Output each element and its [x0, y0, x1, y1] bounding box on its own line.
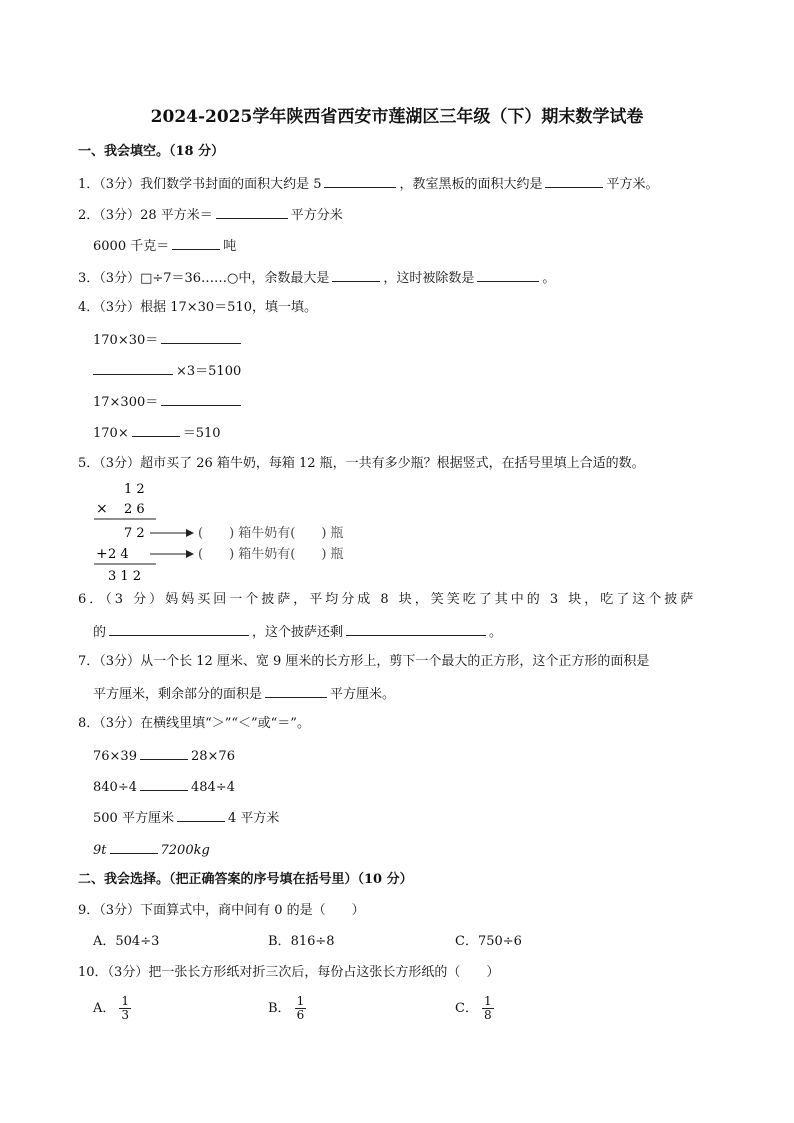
question-number: 4． [78, 300, 100, 315]
option-c[interactable] [455, 933, 522, 951]
question-text: 的 [93, 625, 107, 640]
answer-blank[interactable] [132, 423, 180, 437]
question-text: 平方米。 [606, 177, 659, 192]
answer-blank[interactable] [161, 392, 241, 406]
question-score: （3分） [99, 271, 141, 286]
option-label: C． [455, 1001, 478, 1016]
answer-blank[interactable] [109, 622, 249, 636]
option-c[interactable] [455, 994, 494, 1024]
section-heading-fill-in: 一、我会填空。（18 分） [78, 144, 225, 159]
denominator: 6 [296, 1008, 305, 1022]
expression: 170×30＝ [93, 333, 159, 348]
answer-blank[interactable] [161, 330, 241, 344]
expression: ＝510 [182, 426, 221, 441]
comparison-row [93, 777, 235, 797]
question-2 [78, 205, 343, 225]
question-4-line-2 [93, 361, 241, 381]
section-heading-choice: 二、我会选择。（把正确答案的序号填在括号里）（10 分） [78, 872, 413, 887]
answer-blank[interactable] [110, 840, 158, 854]
question-text: 。 [542, 271, 556, 286]
question-score: （3分） [99, 177, 141, 192]
question-text: 在横线里填“＞”“＜”或“＝”。 [140, 716, 310, 731]
partial-product-2: 2 4 [108, 547, 129, 562]
question-4 [78, 299, 317, 317]
denominator: 8 [483, 1008, 492, 1022]
expression: 4 平方米 [227, 811, 280, 826]
comparison-row [93, 808, 279, 828]
option-label: A． [93, 934, 116, 949]
question-number: 5． [78, 456, 100, 471]
option-a[interactable] [93, 994, 131, 1024]
answer-blank[interactable] [93, 361, 173, 375]
question-text: ，这时被除数是 [383, 271, 475, 286]
expression: 500 平方厘米 [93, 811, 174, 826]
question-text: ，教室黑板的面积大约是 [399, 177, 543, 192]
expression: 484÷4 [190, 780, 235, 795]
question-text: ，这个披萨还剩 [252, 625, 344, 640]
question-text: 吨 [223, 239, 237, 254]
question-text: 。 [489, 625, 503, 640]
question-number: 2． [78, 208, 100, 223]
question-6-line-2 [93, 622, 502, 642]
expression: 840÷4 [93, 780, 137, 795]
option-value: 750÷6 [477, 934, 522, 949]
question-text: 从一个长 12 厘米、宽 9 厘米的长方形上，剪下一个最大的正方形，这个正方形的面积是 [140, 654, 650, 669]
question-5 [78, 455, 645, 473]
option-label: A． [93, 1001, 116, 1016]
question-text: 妈妈买回一个披萨，平均分成 8 块，笑笑吃了其中的 3 块，吃了这个披萨 [165, 592, 697, 607]
question-number: 3． [78, 271, 100, 286]
answer-blank[interactable] [324, 174, 396, 188]
times-sign: × [96, 501, 108, 517]
question-text: 下面算式中，商中间有 0 的是（ ） [140, 903, 365, 918]
question-score: （3分） [99, 208, 141, 223]
question-text: 6000 千克＝ [93, 239, 170, 254]
question-score: （3分） [99, 716, 141, 731]
question-4-line-1 [93, 330, 244, 350]
page-title: 2024-2025学年陕西省西安市莲湖区三年级（下）期末数学试卷 [150, 107, 644, 127]
question-6 [78, 591, 696, 609]
fraction [119, 995, 131, 1022]
question-text: 平方厘米。 [330, 687, 396, 702]
answer-blank[interactable] [216, 205, 288, 219]
question-number: 8． [78, 716, 100, 731]
question-text: 平方分米 [290, 208, 343, 223]
question-text: 平方厘米，剩余部分的面积是 [93, 687, 263, 702]
plus-sign: + [96, 546, 108, 562]
question-score: （3分） [107, 965, 149, 980]
question-number: 7． [78, 654, 100, 669]
option-a[interactable] [93, 933, 159, 951]
expression: 170× [93, 426, 129, 441]
numerator: 1 [121, 994, 130, 1008]
question-score: （3分） [99, 300, 141, 315]
question-text: 我们数学书封面的面积大约是 5 [140, 177, 322, 192]
multiplier: 2 6 [124, 502, 145, 517]
question-score: （3分） [99, 456, 141, 471]
question-3 [78, 268, 555, 288]
product: 3 1 2 [108, 569, 142, 584]
arrow-head-icon [186, 529, 194, 537]
option-b[interactable] [268, 994, 306, 1024]
answer-blank[interactable] [332, 268, 380, 282]
fraction [482, 995, 494, 1022]
question-number: 9． [78, 903, 100, 918]
option-b[interactable] [268, 933, 335, 951]
vertical-multiplication [88, 478, 388, 584]
partial-product-1: 7 2 [124, 526, 145, 541]
answer-blank[interactable] [172, 236, 220, 250]
question-text: 28 平方米＝ [140, 208, 213, 223]
expression: 17×300＝ [93, 395, 159, 410]
arrow-head-icon [186, 550, 194, 558]
question-4-line-3 [93, 392, 244, 412]
question-number: 1． [78, 177, 100, 192]
question-7 [78, 653, 649, 671]
expression: 7200kg [160, 843, 210, 858]
option-label: C． [455, 934, 478, 949]
question-9 [78, 902, 365, 920]
question-8 [78, 715, 310, 733]
multiplicand: 1 2 [124, 482, 145, 497]
answer-blank[interactable] [140, 746, 188, 760]
annotation-2: ( ) 箱牛奶有( ) 瓶 [198, 547, 344, 562]
option-label: B． [268, 934, 291, 949]
answer-blank[interactable] [477, 268, 539, 282]
annotation-1: ( ) 箱牛奶有( ) 瓶 [198, 526, 344, 541]
comparison-row [93, 840, 210, 860]
question-4-line-4 [93, 423, 221, 443]
comparison-row [93, 746, 235, 766]
fraction [295, 995, 307, 1022]
question-score: （3分） [99, 654, 141, 669]
numerator: 1 [296, 994, 305, 1008]
answer-blank[interactable] [265, 684, 327, 698]
option-value: 816÷8 [290, 934, 335, 949]
question-10 [78, 964, 499, 982]
question-2-line-2 [93, 236, 236, 256]
expression: 9t [93, 843, 107, 858]
expression: 28×76 [190, 749, 235, 764]
answer-blank[interactable] [140, 777, 188, 791]
question-text: 把一张长方形纸对折三次后，每份占这张长方形纸的（ ） [148, 965, 500, 980]
question-number: 10． [78, 965, 108, 980]
question-score: （3分） [99, 903, 141, 918]
numerator: 1 [483, 994, 492, 1008]
question-text: □÷7＝36……○中，余数最大是 [140, 271, 330, 286]
option-value: 504÷3 [115, 934, 160, 949]
question-number: 6． [78, 592, 106, 607]
expression: ×3＝5100 [176, 364, 242, 379]
option-label: B． [268, 1001, 291, 1016]
answer-blank[interactable] [177, 808, 225, 822]
question-text: 超市买了 26 箱牛奶，每箱 12 瓶，一共有多少瓶？根据竖式，在括号里填上合适的数。 [140, 456, 645, 471]
answer-blank[interactable] [346, 622, 486, 636]
answer-blank[interactable] [545, 174, 603, 188]
expression: 76×39 [93, 749, 137, 764]
question-score: （3 分） [105, 592, 166, 607]
question-text: 根据 17×30＝510，填一填。 [140, 300, 317, 315]
question-7-line-2 [93, 684, 395, 704]
denominator: 3 [121, 1008, 130, 1022]
question-1 [78, 174, 659, 194]
